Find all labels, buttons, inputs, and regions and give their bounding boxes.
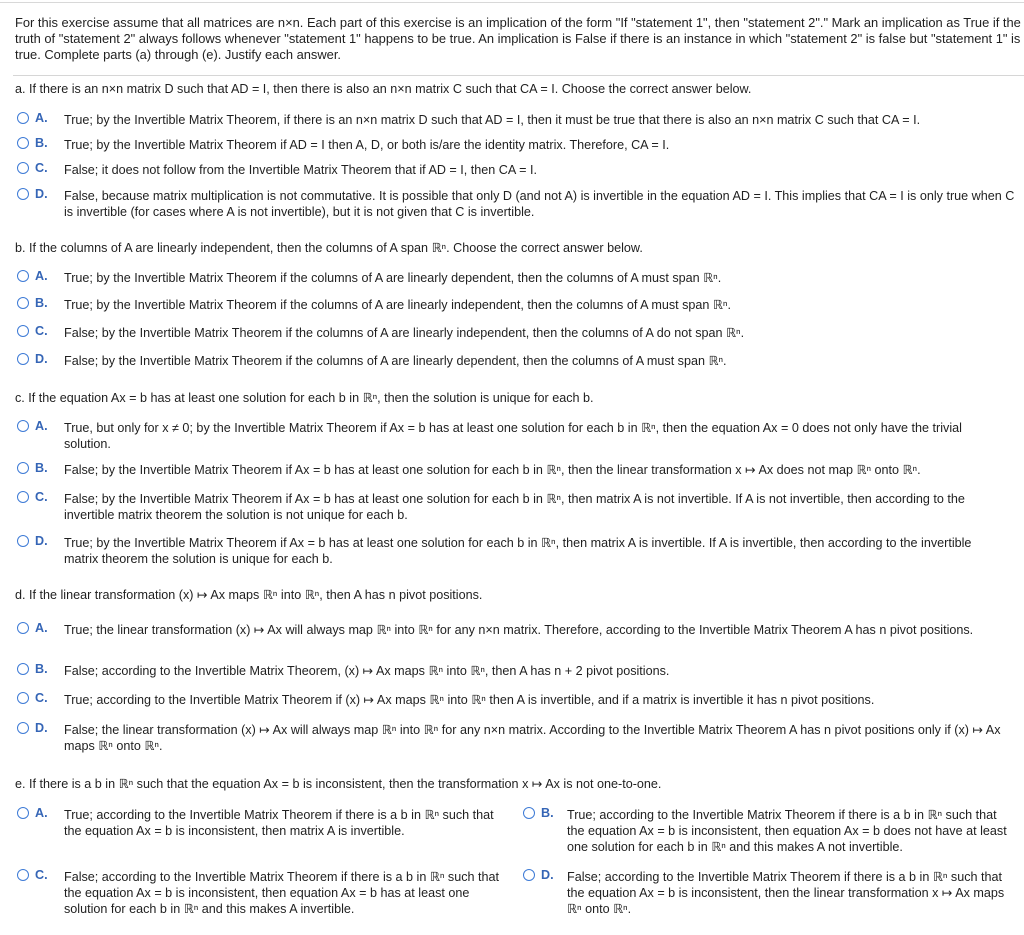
radio-button[interactable] [17, 162, 29, 174]
radio-button[interactable] [17, 420, 29, 432]
question-a: a. If there is an n×n matrix D such that AD = I, then there is also an n×n matrix C such that CA = I. Choose the correct answer below. [15, 82, 752, 96]
radio-button[interactable] [17, 188, 29, 200]
top-border [0, 2, 1024, 3]
question-c: c. If the equation Ax = b has at least one solution for each b in ℝⁿ, then the solution is unique for each b. [15, 391, 594, 405]
radio-button[interactable] [523, 869, 535, 881]
radio-button[interactable] [17, 535, 29, 547]
radio-button[interactable] [17, 112, 29, 124]
question-e: e. If there is a b in ℝⁿ such that the equation Ax = b is inconsistent, then the transformation x ↦ Ax is not one-to-one. [15, 777, 662, 791]
radio-button[interactable] [523, 807, 535, 819]
radio-button[interactable] [17, 325, 29, 337]
divider [13, 75, 1024, 76]
radio-button[interactable] [17, 692, 29, 704]
radio-button[interactable] [17, 807, 29, 819]
radio-button[interactable] [17, 491, 29, 503]
radio-button[interactable] [17, 663, 29, 675]
question-b: b. If the columns of A are linearly independent, then the columns of A span ℝⁿ. Choose the correct answer below. [15, 241, 643, 255]
radio-button[interactable] [17, 353, 29, 365]
radio-button[interactable] [17, 270, 29, 282]
radio-button[interactable] [17, 137, 29, 149]
radio-button[interactable] [17, 297, 29, 309]
radio-button[interactable] [17, 722, 29, 734]
radio-button[interactable] [17, 869, 29, 881]
question-d: d. If the linear transformation (x) ↦ Ax maps ℝⁿ into ℝⁿ, then A has n pivot positions. [15, 588, 483, 602]
radio-button[interactable] [17, 622, 29, 634]
radio-button[interactable] [17, 462, 29, 474]
instructions: For this exercise assume that all matrices are n×n. Each part of this exercise is an implication of the form "If "statement 1", then "statement 2"." Mark an implication as True if the truth of "statement 2" always follows whenever "statement 1" happens to be true. An implication is False if there is an instance in which "statement 2" is false but "statement 1" is true. Complete parts (a) through (e). Justify each answer. [15, 15, 1021, 62]
